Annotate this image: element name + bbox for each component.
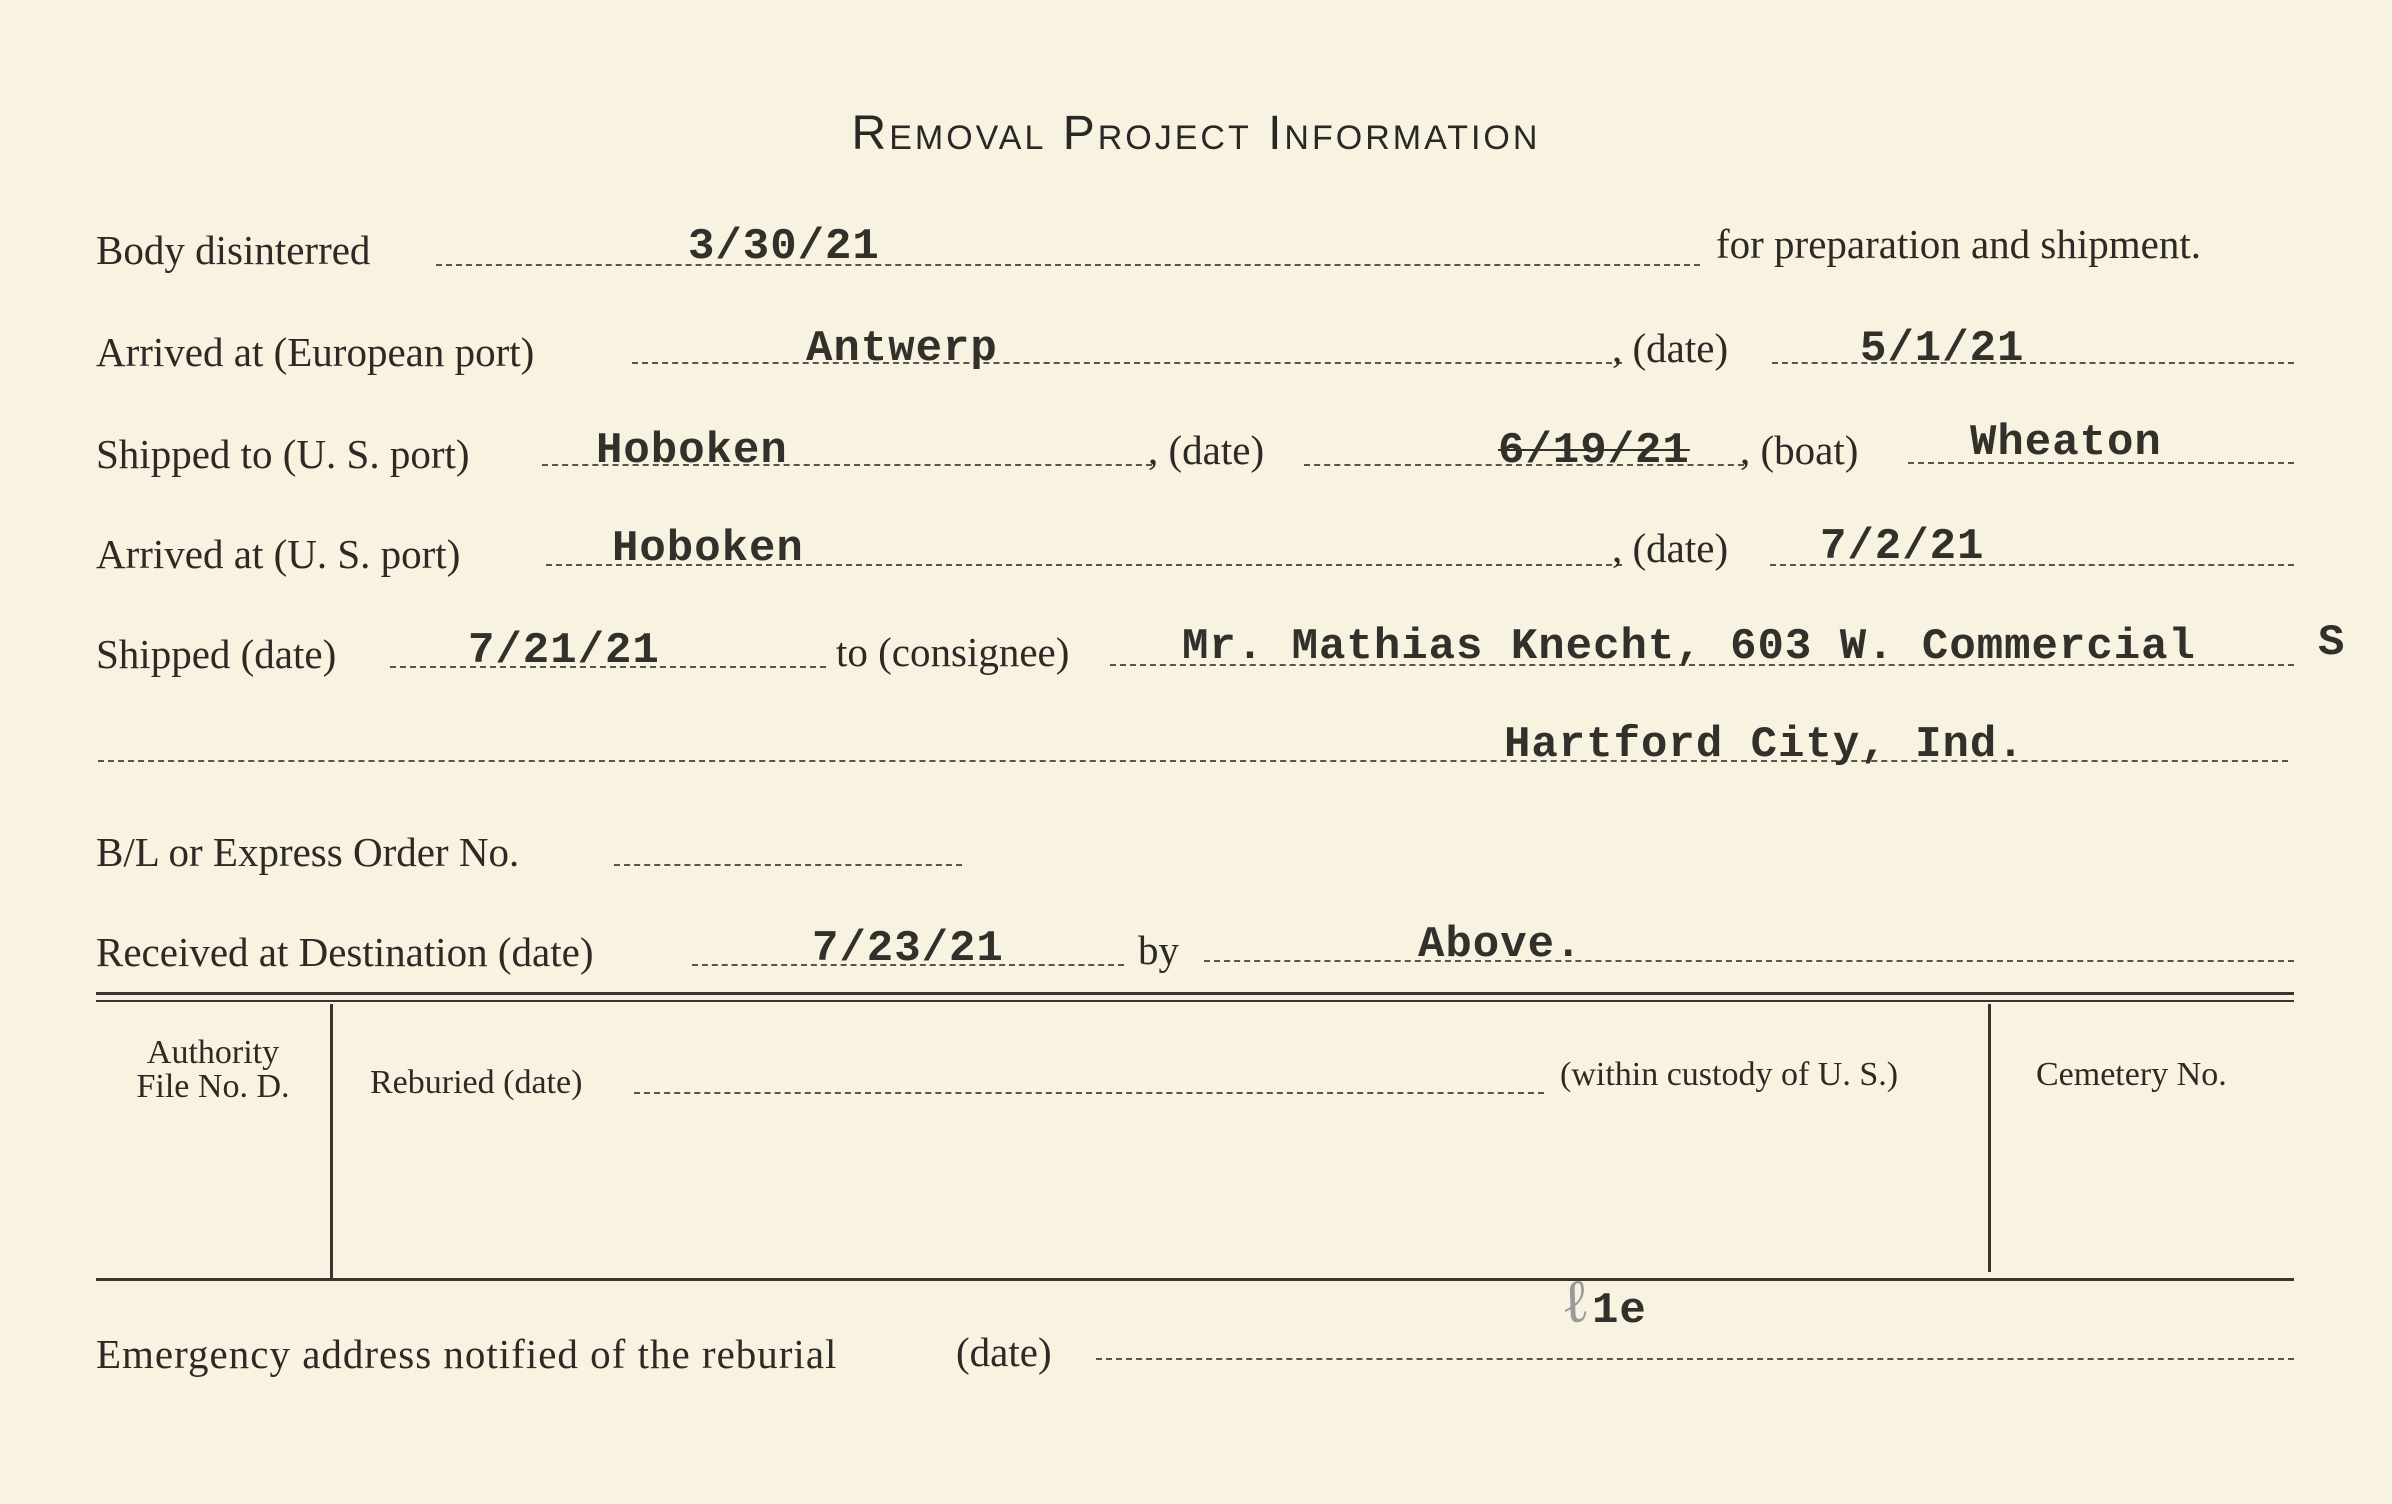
shipped-us-boat-label: , (boat): [1740, 427, 1859, 473]
table-divider-left: [330, 1004, 333, 1278]
arrived-european-line: [632, 362, 1622, 364]
arrived-european-label: Arrived at (European port): [96, 329, 535, 375]
received-by-line: [1204, 960, 2294, 962]
received-by-label: by: [1138, 927, 1179, 973]
emergency-line: [1096, 1358, 2294, 1360]
arrived-us-label: Arrived at (U. S. port): [96, 531, 461, 577]
shipped-us-date-value: 6/19/21: [1498, 426, 1690, 476]
consignee-value: Mr. Mathias Knecht, 603 W. Commercial: [1182, 622, 2196, 672]
handwritten-mark: ℓ: [1555, 1267, 1594, 1337]
shipped-us-value: Hoboken: [596, 426, 788, 476]
custody-label: (within custody of U. S.): [1560, 1056, 1899, 1093]
arrived-european-date-label: , (date): [1612, 325, 1729, 371]
table-bottom-rule: [96, 1278, 2294, 1281]
body-disinterred-label: Body disinterred: [96, 227, 371, 273]
emergency-note: 1e: [1592, 1286, 1647, 1336]
consignee-line-2-value: Hartford City, Ind.: [1504, 720, 2025, 770]
cemetery-no-label: Cemetery No.: [2036, 1056, 2227, 1093]
arrived-us-date-value: 7/2/21: [1820, 522, 1985, 572]
shipped-us-date-label: , (date): [1148, 427, 1265, 473]
arrived-european-value: Antwerp: [806, 324, 998, 374]
table-divider-right: [1988, 1004, 1991, 1272]
card-title: Removal Project Information: [851, 107, 1541, 160]
authority-label: Authority: [146, 1034, 280, 1071]
arrived-us-date-label: , (date): [1612, 525, 1729, 571]
received-value: 7/23/21: [812, 924, 1004, 974]
shipped-us-boat-value: Wheaton: [1970, 418, 2162, 468]
reburied-line: [634, 1092, 1544, 1094]
arrived-us-value: Hoboken: [612, 524, 804, 574]
consignee-label: to (consignee): [836, 629, 1070, 675]
shipped-date-value: 7/21/21: [468, 626, 660, 676]
reburied-label: Reburied (date): [370, 1064, 583, 1101]
emergency-date-label: (date): [956, 1329, 1052, 1375]
bl-order-label: B/L or Express Order No.: [96, 829, 520, 875]
received-by-value: Above.: [1418, 920, 1583, 970]
body-disinterred-line: [436, 264, 1700, 266]
shipped-date-label: Shipped (date): [96, 631, 337, 677]
received-label: Received at Destination (date): [96, 929, 594, 975]
body-disinterred-value: 3/30/21: [688, 222, 880, 272]
arrived-european-date-value: 5/1/21: [1860, 324, 2025, 374]
table-top-rule-2: [96, 1000, 2294, 1002]
arrived-european-date-line: [1772, 362, 2294, 364]
shipped-us-label: Shipped to (U. S. port): [96, 431, 470, 477]
bl-order-line: [614, 864, 962, 866]
consignee-overflow: S: [2318, 618, 2346, 668]
table-top-rule-1: [96, 992, 2294, 995]
body-disinterred-suffix: for preparation and shipment.: [1716, 221, 2202, 267]
file-no-label: File No. D.: [136, 1068, 290, 1105]
emergency-label: Emergency address notified of the reburial: [96, 1331, 838, 1377]
